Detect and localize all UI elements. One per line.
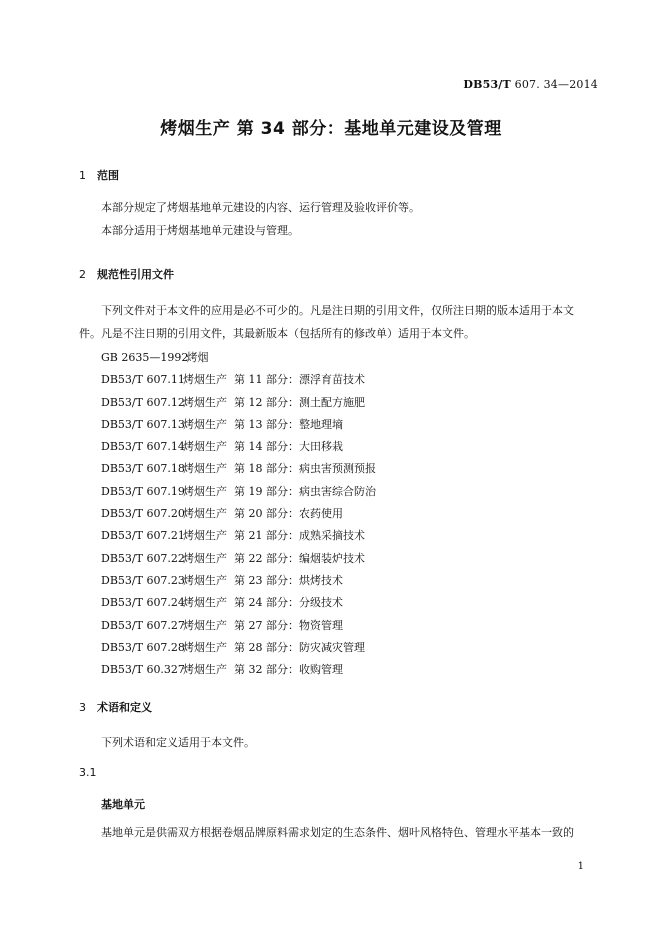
standard-code-number: 607. 34—2014 bbox=[510, 78, 598, 91]
section-1-heading bbox=[79, 167, 119, 183]
section-3-intro: 下列术语和定义适用于本文件。 bbox=[101, 736, 255, 749]
reference-name: 烤烟 bbox=[183, 351, 209, 364]
reference-code: GB 2635—1992 bbox=[101, 351, 189, 364]
reference-code: DB53/T 607.11 bbox=[101, 373, 185, 387]
normative-reference-list bbox=[101, 347, 376, 681]
reference-item bbox=[101, 548, 376, 570]
reference-name: 烤烟生产 第 22 部分：编烟装炉技术 bbox=[183, 551, 365, 565]
reference-name: 烤烟生产 第 19 部分：病虫害综合防治 bbox=[183, 484, 376, 498]
reference-code: DB53/T 607.20 bbox=[101, 507, 185, 521]
reference-item bbox=[101, 458, 376, 480]
reference-name: 烤烟生产 第 32 部分：收购管理 bbox=[183, 663, 343, 677]
reference-item bbox=[101, 503, 376, 525]
reference-item bbox=[101, 592, 376, 614]
reference-code: DB53/T 607.22 bbox=[101, 551, 185, 565]
document-title: 烤烟生产 第 34 部分：基地单元建设及管理 bbox=[160, 119, 502, 139]
reference-code: DB53/T 607.12 bbox=[101, 395, 185, 409]
section-3-number: 3 bbox=[79, 701, 86, 714]
reference-code: DB53/T 607.18 bbox=[101, 462, 185, 476]
reference-name: 烤烟生产 第 14 部分：大田移栽 bbox=[183, 440, 343, 454]
standard-code-prefix: DB53/T bbox=[463, 78, 511, 91]
reference-name: 烤烟生产 第 11 部分：漂浮育苗技术 bbox=[183, 373, 365, 387]
reference-item bbox=[101, 570, 376, 592]
reference-item bbox=[101, 369, 376, 391]
section-2-heading bbox=[79, 266, 174, 282]
reference-code: DB53/T 607.13 bbox=[101, 417, 185, 431]
term-name: 基地单元 bbox=[101, 798, 145, 811]
reference-item bbox=[101, 436, 376, 458]
reference-name: 烤烟生产 第 23 部分：烘烤技术 bbox=[183, 573, 343, 587]
section-2-intro-line-2: 件。凡是不注日期的引用文件，其最新版本（包括所有的修改单）适用于本文件。 bbox=[79, 327, 475, 340]
reference-name: 烤烟生产 第 18 部分：病虫害预测预报 bbox=[183, 462, 376, 476]
reference-name: 烤烟生产 第 21 部分：成熟采摘技术 bbox=[183, 529, 365, 543]
section-1-title: 范围 bbox=[97, 169, 119, 182]
reference-code: DB53/T 607.19 bbox=[101, 484, 185, 498]
reference-code: DB53/T 607.28 bbox=[101, 640, 185, 654]
reference-name: 烤烟生产 第 27 部分：物资管理 bbox=[183, 618, 343, 632]
standard-code bbox=[463, 78, 598, 91]
reference-code: DB53/T 607.24 bbox=[101, 596, 185, 610]
section-2-title: 规范性引用文件 bbox=[97, 268, 174, 281]
reference-name: 烤烟生产 第 12 部分：测土配方施肥 bbox=[183, 395, 365, 409]
term-definition: 基地单元是供需双方根据卷烟品牌原料需求划定的生态条件、烟叶风格特色、管理水平基本一致的 bbox=[101, 826, 574, 839]
reference-item bbox=[101, 659, 376, 681]
section-2-intro-line-1: 下列文件对于本文件的应用是必不可少的。凡是注日期的引用文件，仅所注日期的版本适用于本文 bbox=[101, 304, 574, 317]
reference-code: DB53/T 607.14 bbox=[101, 440, 185, 454]
reference-item bbox=[101, 525, 376, 547]
section-1-paragraph-2: 本部分适用于烤烟基地单元建设与管理。 bbox=[101, 224, 299, 237]
reference-item bbox=[101, 481, 376, 503]
reference-name: 烤烟生产 第 13 部分：整地理墒 bbox=[183, 417, 343, 431]
section-1-number: 1 bbox=[79, 169, 86, 182]
reference-code: DB53/T 607.23 bbox=[101, 573, 185, 587]
section-3-heading bbox=[79, 699, 152, 715]
section-1-paragraph-1: 本部分规定了烤烟基地单元建设的内容、运行管理及验收评价等。 bbox=[101, 201, 420, 214]
clause-3-1-number: 3.1 bbox=[79, 766, 97, 779]
reference-code: DB53/T 60.327 bbox=[101, 663, 185, 677]
page-number: 1 bbox=[577, 861, 584, 872]
section-3-title: 术语和定义 bbox=[97, 701, 152, 714]
reference-code: DB53/T 607.21 bbox=[101, 529, 185, 543]
reference-code: DB53/T 607.27 bbox=[101, 618, 185, 632]
reference-name: 烤烟生产 第 20 部分：农药使用 bbox=[183, 507, 343, 521]
reference-item bbox=[101, 347, 376, 369]
reference-item bbox=[101, 392, 376, 414]
reference-name: 烤烟生产 第 28 部分：防灾减灾管理 bbox=[183, 640, 365, 654]
reference-item bbox=[101, 414, 376, 436]
reference-item bbox=[101, 615, 376, 637]
reference-name: 烤烟生产 第 24 部分：分级技术 bbox=[183, 596, 343, 610]
reference-item bbox=[101, 637, 376, 659]
section-2-number: 2 bbox=[79, 268, 86, 281]
